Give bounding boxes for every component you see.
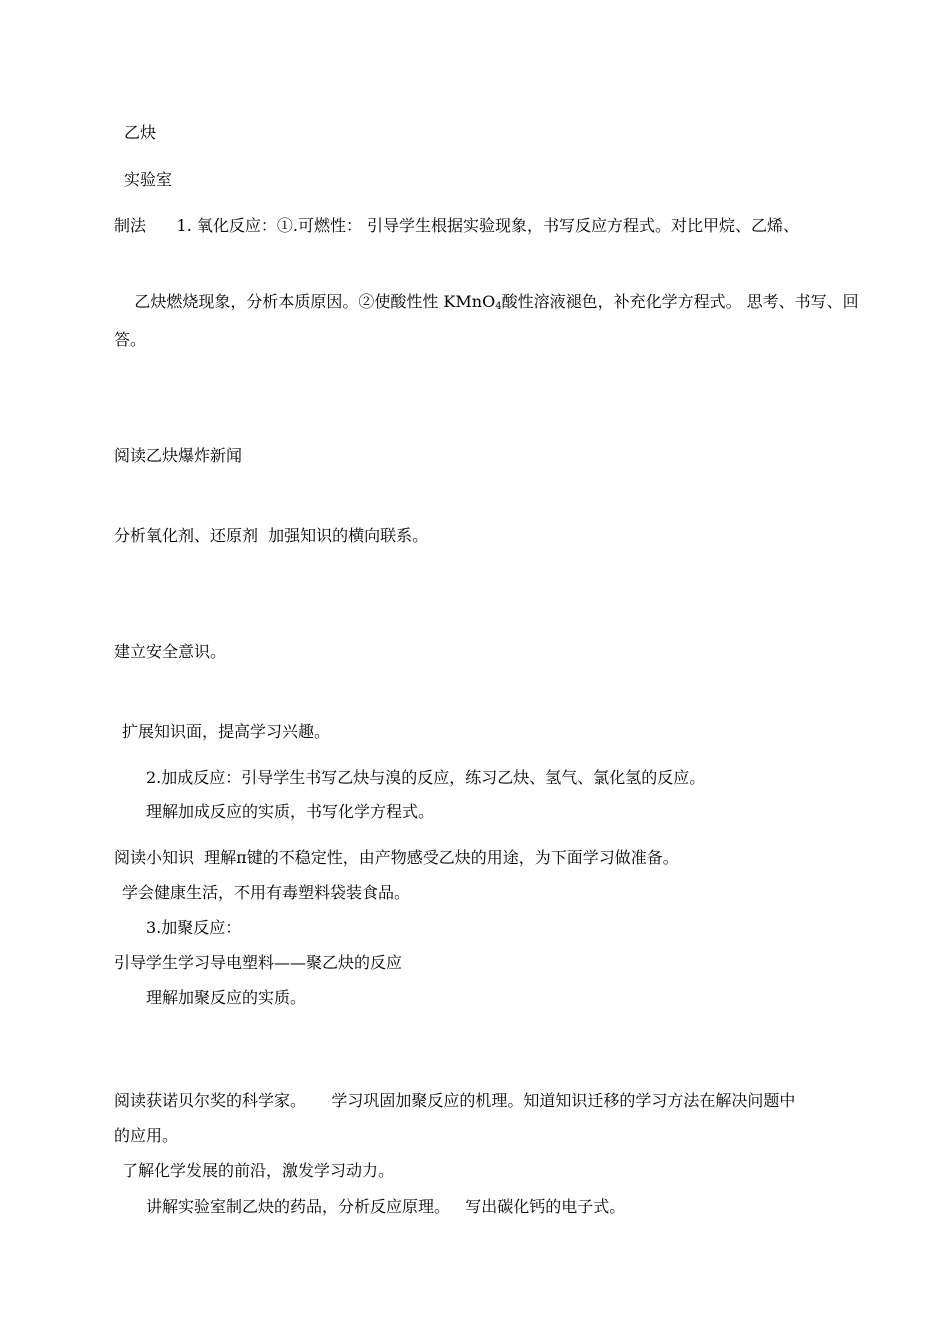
- text-line: 阅读获诺贝尔奖的科学家。 学习巩固加聚反应的机理。知道知识迁移的学习方法在解决问题中: [114, 1091, 796, 1110]
- text-line: 学会健康生活，不用有毒塑料袋装食品。: [122, 883, 411, 902]
- text-line: 分析氧化剂、还原剂 加强知识的横向联系。: [114, 526, 429, 545]
- text-line: 引导学生学习导电塑料——聚乙炔的反应: [114, 953, 403, 972]
- text-line: 3.加聚反应：: [146, 918, 242, 937]
- text-line: [114, 272, 859, 337]
- text-line: 理解加成反应的实质，书写化学方程式。: [146, 802, 435, 821]
- text-line: 扩展知识面，提高学习兴趣。: [122, 722, 331, 741]
- text-segment: 乙炔燃烧现象，分析本质原因。②使酸性性 KMnO: [134, 292, 496, 311]
- text-line: 讲解实验室制乙炔的药品，分析反应原理。 写出碳化钙的电子式。: [146, 1197, 626, 1216]
- text-line: 了解化学发展的前沿，激发学习动力。: [122, 1161, 395, 1180]
- text-line: 乙炔: [124, 123, 157, 142]
- text-line: 制法 1. 氧化反应：①.可燃性： 引导学生根据实验现象，书写反应方程式。对比甲烷、乙烯、: [114, 216, 800, 235]
- text-line: 的应用。: [114, 1126, 179, 1145]
- text-segment: 酸性溶液褪色，补充化学方程式。 思考、书写、回: [501, 292, 859, 311]
- text-line: 理解加聚反应的实质。: [146, 988, 307, 1007]
- text-line: 阅读小知识 理解π键的不稳定性，由产物感受乙炔的用途，为下面学习做准备。: [114, 848, 679, 867]
- text-line: 2.加成反应：引导学生书写乙炔与溴的反应，练习乙炔、氢气、氯化氢的反应。: [146, 768, 706, 787]
- text-line: 建立安全意识。: [114, 642, 227, 661]
- subscript: 4: [495, 301, 502, 312]
- text-line: 实验室: [124, 170, 173, 189]
- text-line: 答。: [114, 330, 147, 349]
- text-line: 阅读乙炔爆炸新闻: [114, 446, 243, 465]
